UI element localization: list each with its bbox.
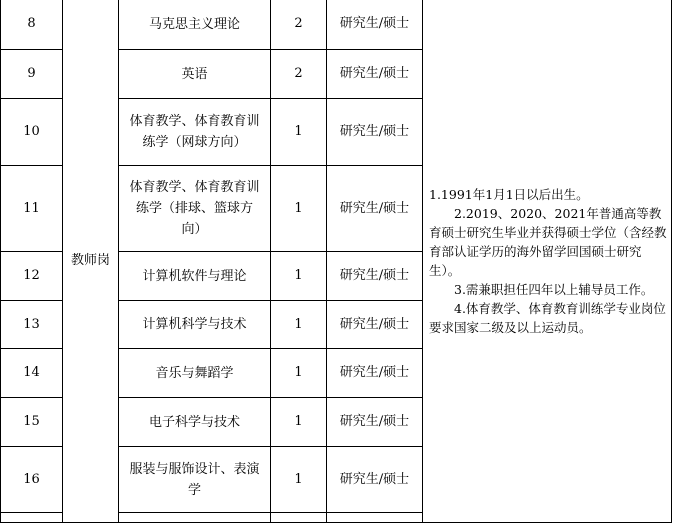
headcount-cell: 1 [271,447,327,513]
headcount-cell: 1 [271,398,327,447]
row-number: 10 [1,99,63,166]
degree-cell: 研究生/硕士 [327,349,423,398]
row-number: 12 [1,252,63,301]
row-number: 15 [1,398,63,447]
row-number: 16 [1,447,63,513]
headcount-cell: 1 [271,166,327,252]
requirement-3: 3.需兼职担任四年以上辅导员工作。 [454,281,654,297]
major-cell: 电子科学与技术 [119,398,271,447]
degree-cell: 研究生/硕士 [327,166,423,252]
degree-cell: 研究生/硕士 [327,99,423,166]
row-number: 9 [1,50,63,99]
major-cell: 音乐与舞蹈学 [119,349,271,398]
degree-cell: 研究生/硕士 [327,398,423,447]
headcount-cell: 2 [271,50,327,99]
requirement-1: 1.1991年1月1日以后出生。 [429,186,589,202]
major-cell: 英语 [119,50,271,99]
requirement-4: 4.体育教学、体育教育训练学专业岗位要求国家二级及以上运动员。 [429,300,666,335]
major-cell: 计算机科学与技术 [119,301,271,349]
degree-cell: 研究生/硕士 [327,0,423,50]
row-number: 14 [1,349,63,398]
position-category: 教师岗 [63,0,119,523]
row-number: 8 [1,0,63,50]
major-cell: 马克思主义理论 [119,0,271,50]
headcount-cell: 1 [271,99,327,166]
degree-cell: 研究生/硕士 [327,50,423,99]
table-row [1,0,672,50]
headcount-cell: 1 [271,349,327,398]
headcount-cell: 1 [271,301,327,349]
row-number: 11 [1,166,63,252]
requirement-2: 2.2019、2020、2021年普通高等教育硕士研究生毕业并获得硕士学位（含经教育部认证学历的海外留学回国硕士研究生）。 [429,205,667,278]
requirements-cell [423,0,672,523]
headcount-cell: 2 [271,0,327,50]
degree-cell: 研究生/硕士 [327,301,423,349]
major-cell: 体育教学、体育教育训练学（网球方向） [119,99,271,166]
degree-cell: 研究生/硕士 [327,252,423,301]
row-number: 13 [1,301,63,349]
major-cell: 服装与服饰设计、表演学 [119,447,271,513]
major-cell: 体育教学、体育教育训练学（排球、篮球方向） [119,166,271,252]
headcount-cell: 1 [271,252,327,301]
major-cell: 计算机软件与理论 [119,252,271,301]
degree-cell: 研究生/硕士 [327,447,423,513]
